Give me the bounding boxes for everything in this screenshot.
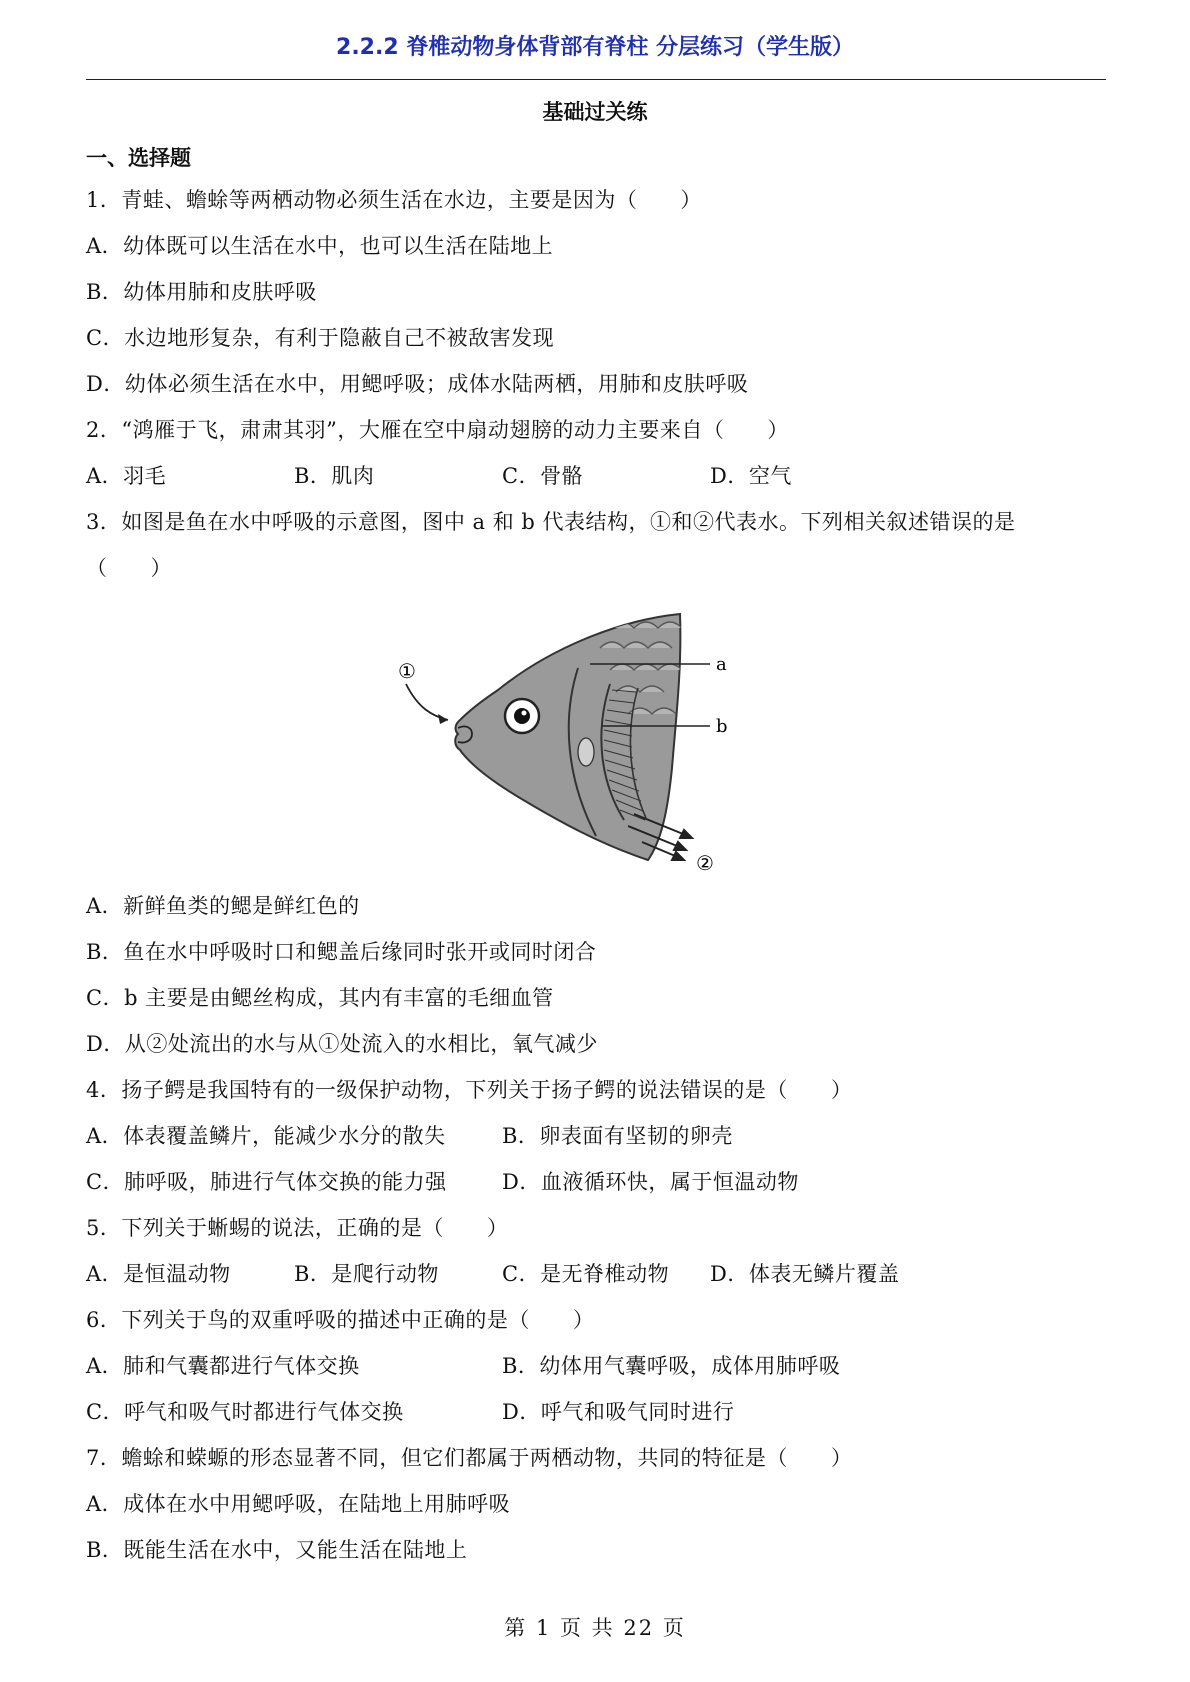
question-6-option-a: A．肺和气囊都进行气体交换 [86,1354,360,1378]
figure-label-b: b [716,716,728,737]
question-5-option-b: B．是爬行动物 [294,1262,439,1286]
question-2-stem: 2．“鸿雁于飞，肃肃其羽”，大雁在空中扇动翅膀的动力主要来自（ ） [86,418,789,442]
question-7-stem: 7．蟾蜍和蝾螈的形态显著不同，但它们都属于两栖动物，共同的特征是（ ） [86,1446,853,1470]
question-2-option-c: C．骨骼 [502,464,584,488]
question-3-option-a: A．新鲜鱼类的鳃是鲜红色的 [86,894,360,918]
fish-respiration-figure [398,608,780,878]
question-7-option-a: A．成体在水中用鳃呼吸，在陆地上用肺呼吸 [86,1492,511,1516]
question-1-option-a: A．幼体既可以生活在水中，也可以生活在陆地上 [86,234,554,258]
figure-label-in: ① [398,659,416,683]
question-5-option-a: A．是恒温动物 [86,1262,231,1286]
question-1-option-b: B．幼体用肺和皮肤呼吸 [86,280,317,304]
document-header-title: 2.2.2 脊椎动物身体背部有脊柱 分层练习（学生版） [336,35,854,60]
question-5-stem: 5．下列关于蜥蜴的说法，正确的是（ ） [86,1216,509,1240]
question-1-option-c: C．水边地形复杂，有利于隐蔽自己不被敌害发现 [86,326,555,350]
question-6-stem: 6．下列关于鸟的双重呼吸的描述中正确的是（ ） [86,1308,595,1332]
question-2-option-d: D．空气 [710,464,792,488]
question-7-option-b: B．既能生活在水中，又能生活在陆地上 [86,1538,468,1562]
question-5-option-d: D．体表无鳞片覆盖 [710,1262,900,1286]
question-6-option-b: B．幼体用气囊呼吸，成体用肺呼吸 [502,1354,841,1378]
question-3-option-d: D．从②处流出的水与从①处流入的水相比，氧气减少 [86,1032,598,1056]
fish-head-shape [455,614,680,860]
question-6-option-d: D．呼气和吸气同时进行 [502,1400,735,1424]
question-1-stem: 1．青蛙、蟾蜍等两栖动物必须生活在水边，主要是因为（ ） [86,188,702,212]
question-4-stem: 4．扬子鳄是我国特有的一级保护动物，下列关于扬子鳄的说法错误的是（ ） [86,1078,853,1102]
question-2-option-b: B．肌肉 [294,464,375,488]
question-4-option-b: B．卵表面有坚韧的卵壳 [502,1124,733,1148]
page-footer: 第 1 页 共 22 页 [504,1616,686,1640]
question-4-option-d: D．血液循环快，属于恒温动物 [502,1170,799,1194]
question-3-paren: （ ） [86,556,172,580]
question-3-option-b: B．鱼在水中呼吸时口和鳃盖后缘同时张开或同时闭合 [86,940,597,964]
question-3-stem: 3．如图是鱼在水中呼吸的示意图，图中 a 和 b 代表结构，①和②代表水。下列相关叙述错误的是 [86,510,1016,534]
question-1-option-d: D．幼体必须生活在水中，用鳃呼吸；成体水陆两栖，用肺和皮肤呼吸 [86,372,749,396]
figure-label-a: a [716,654,727,675]
part-title: 一、选择题 [86,146,191,170]
header-divider [86,79,1106,80]
question-6-option-c: C．呼气和吸气时都进行气体交换 [86,1400,404,1424]
figure-label-out: ② [696,851,714,875]
question-3-option-c: C．b 主要是由鳃丝构成，其内有丰富的毛细血管 [86,986,554,1010]
question-5-option-c: C．是无脊椎动物 [502,1262,670,1286]
section-title: 基础过关练 [542,100,648,124]
question-2-option-a: A．羽毛 [86,464,167,488]
question-4-option-c: C．肺呼吸，肺进行气体交换的能力强 [86,1170,447,1194]
question-4-option-a: A．体表覆盖鳞片，能减少水分的散失 [86,1124,446,1148]
